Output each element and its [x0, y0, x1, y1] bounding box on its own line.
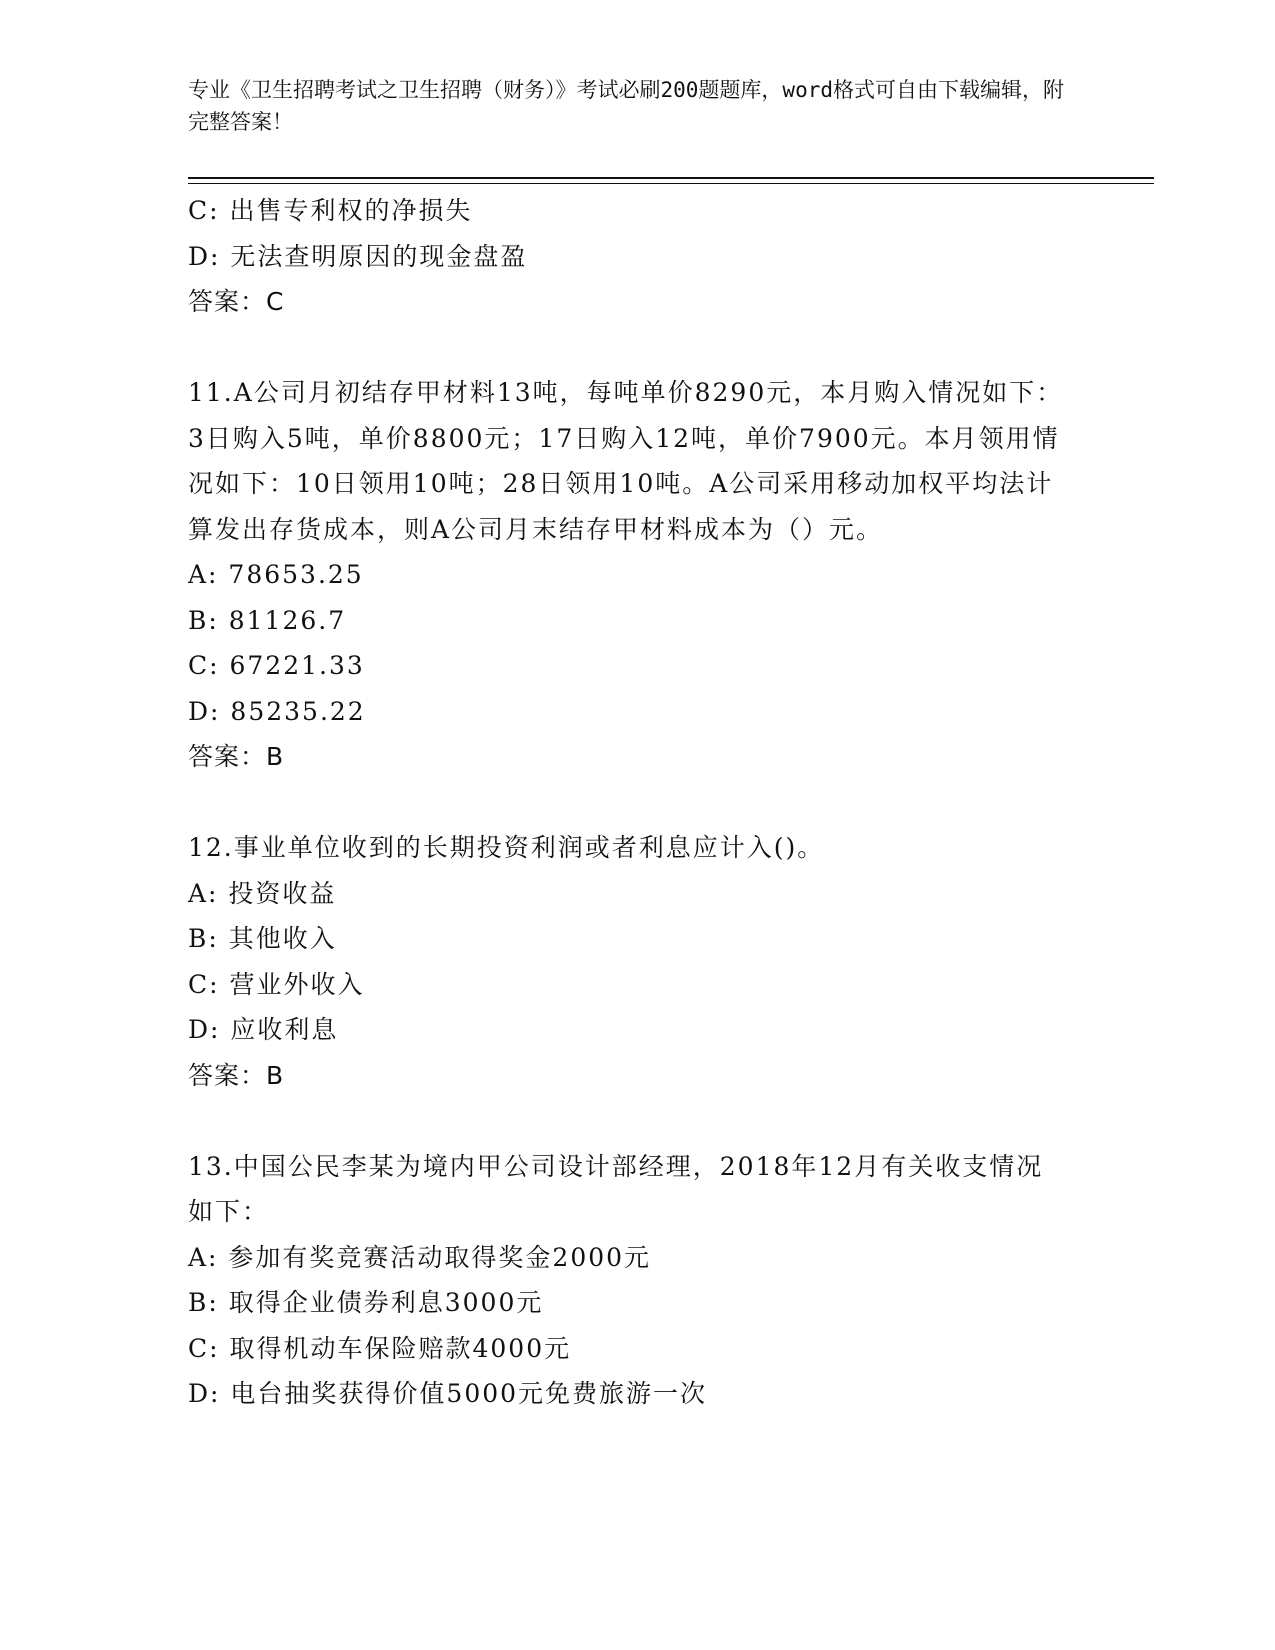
q11-option-b: B: 81126.7 — [188, 605, 347, 635]
spacer — [188, 325, 1068, 371]
q10-option-c: C: 出售专利权的净损失 — [188, 196, 473, 225]
question-13 — [188, 1144, 1068, 1417]
q12-option-c: C: 营业外收入 — [188, 969, 365, 999]
q13-stem: 13.中国公民李某为境内甲公司设计部经理，2018年12月有关收支情况如下： — [188, 1151, 1044, 1226]
q11-stem: 11.A公司月初结存甲材料13吨，每吨单价8290元，本月购入情况如下：3日购入5吨，单价8800元；17日购入12吨，单价7900元。本月领用情况如下：10日领用10吨；28日领用10吨。A公司采用移动加权平均法计算发出存货成本，则A公司月末结存甲材料成本为（）元。 — [188, 378, 1064, 544]
spacer — [188, 1098, 1068, 1144]
q11-answer: 答案：B — [188, 742, 285, 771]
q11-option-a: A: 78653.25 — [188, 560, 364, 589]
q13-option-c: C: 取得机动车保险赔款4000元 — [188, 1333, 572, 1363]
question-11 — [188, 370, 1068, 780]
q13-option-b: B: 取得企业债券利息3000元 — [188, 1288, 544, 1317]
q13-option-d: D: 电台抽奖获得价值5000元免费旅游一次 — [188, 1379, 708, 1408]
q12-option-a: A: 投资收益 — [188, 878, 337, 908]
document-header: 专业《卫生招聘考试之卫生招聘（财务）》考试必刷200题题库，word格式可自由下载编辑，附完整答案！ — [188, 78, 1064, 134]
q11-option-d: D: 85235.22 — [188, 696, 366, 726]
q12-option-d: D: 应收利息 — [188, 1015, 339, 1044]
header-rule-thin — [188, 183, 1154, 184]
q10-option-d: D: 无法查明原因的现金盘盈 — [188, 241, 528, 271]
document-body — [188, 188, 1068, 1417]
q13-option-a: A: 参加有奖竞赛活动取得奖金2000元 — [188, 1242, 652, 1272]
question-12 — [188, 825, 1068, 1098]
header-rule-thick — [188, 177, 1154, 179]
question-10-tail — [188, 188, 1068, 325]
spacer — [188, 780, 1068, 826]
q12-answer: 答案：B — [188, 1060, 285, 1090]
q11-option-c: C: 67221.33 — [188, 651, 365, 680]
q12-option-b: B: 其他收入 — [188, 924, 337, 953]
q12-stem: 12.事业单位收到的长期投资利润或者利息应计入()。 — [188, 833, 825, 862]
q10-answer: 答案：C — [188, 287, 285, 316]
